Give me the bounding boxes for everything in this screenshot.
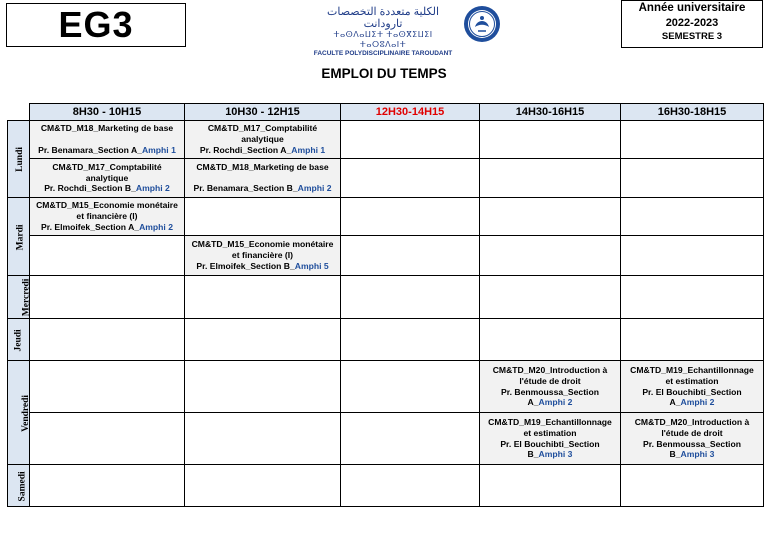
empty-cell bbox=[480, 121, 621, 159]
session-cell: CM&TD_M20_Introduction à l'étude de droit Pr. Benmoussa_Section B_Amphi 3 bbox=[621, 413, 764, 465]
semester: SEMESTRE 3 bbox=[661, 31, 723, 42]
session-cell: CM&TD_M15_Economie monétaire et financière (I) Pr. Elmoifek_Section B_Amphi 5 bbox=[185, 236, 341, 276]
empty-cell bbox=[480, 236, 621, 276]
day-label-mardi: Mardi bbox=[8, 198, 30, 276]
amphi-label: Amphi 3 bbox=[538, 449, 573, 460]
empty-cell bbox=[621, 276, 764, 319]
day-label-mercredi: Mercredi bbox=[8, 276, 30, 319]
timetable bbox=[7, 103, 764, 507]
academic-year: 2022-2023 bbox=[665, 17, 719, 29]
table-row bbox=[8, 198, 764, 236]
empty-cell bbox=[480, 159, 621, 198]
faculty-name-french: FACULTE POLYDISCIPLINAIRE TAROUDANT bbox=[313, 50, 453, 57]
empty-cell bbox=[185, 319, 341, 361]
session-cell: CM&TD_M18_Marketing de base Pr. Benamara_Section B_Amphi 2 bbox=[185, 159, 341, 198]
session-cell: CM&TD_M20_Introduction à l'étude de droit Pr. Benmoussa_Section A_Amphi 2 bbox=[480, 361, 621, 413]
corner-cell bbox=[8, 104, 30, 121]
empty-cell bbox=[341, 413, 480, 465]
day-label-samedi: Samedi bbox=[8, 465, 30, 507]
amphi-label: Amphi 1 bbox=[141, 144, 176, 155]
session-cell: CM&TD_M18_Marketing de base Pr. Benamara_Section A_Amphi 1 bbox=[30, 121, 185, 159]
empty-cell bbox=[30, 319, 185, 361]
amphi-label: Amphi 2 bbox=[538, 397, 573, 408]
amphi-label: Amphi 1 bbox=[291, 144, 326, 155]
amphi-label: Amphi 2 bbox=[297, 183, 332, 194]
empty-cell bbox=[341, 159, 480, 198]
empty-cell bbox=[621, 236, 764, 276]
day-label-vendredi: Vendredi bbox=[8, 361, 30, 465]
empty-cell bbox=[621, 198, 764, 236]
class-code: EG3 bbox=[58, 4, 134, 45]
amphi-label: Amphi 3 bbox=[680, 449, 715, 460]
table-row bbox=[8, 319, 764, 361]
empty-cell bbox=[30, 361, 185, 413]
session-cell: CM&TD_M17_Comptabilité analytique Pr. Rochdi_Section B_Amphi 2 bbox=[30, 159, 185, 198]
empty-cell bbox=[185, 276, 341, 319]
empty-cell bbox=[185, 413, 341, 465]
empty-cell bbox=[621, 121, 764, 159]
amphi-label: Amphi 2 bbox=[135, 183, 170, 194]
session-cell: CM&TD_M15_Economie monétaire et financière (I) Pr. Elmoifek_Section A_Amphi 2 bbox=[30, 198, 185, 236]
empty-cell bbox=[341, 236, 480, 276]
faculty-name-block bbox=[310, 6, 456, 58]
empty-cell bbox=[30, 276, 185, 319]
session-cell: CM&TD_M19_Echantillonnage et estimation Pr. El Bouchibti_Section B_Amphi 3 bbox=[480, 413, 621, 465]
empty-cell bbox=[621, 465, 764, 507]
day-label-lundi: Lundi bbox=[8, 121, 30, 198]
empty-cell bbox=[341, 276, 480, 319]
time-slot-4: 14H30-16H15 bbox=[480, 104, 621, 121]
time-slot-header-row bbox=[8, 104, 764, 121]
empty-cell bbox=[185, 361, 341, 413]
amphi-label: Amphi 5 bbox=[294, 260, 329, 271]
time-slot-3-lunch: 12H30-14H15 bbox=[341, 104, 480, 121]
academic-year-label: Année universitaire bbox=[638, 2, 746, 14]
empty-cell bbox=[185, 198, 341, 236]
time-slot-5: 16H30-18H15 bbox=[621, 104, 764, 121]
amphi-label: Amphi 2 bbox=[680, 397, 715, 408]
empty-cell bbox=[30, 465, 185, 507]
faculty-name-tifinagh: ⵜⴰⵙⴷⴰⵡⵉⵜ ⵜⴰⵙⴳⵉⵡⵉⵏ ⵜⴰⵔⵓⴷⴰⵏⵜ bbox=[333, 30, 433, 49]
session-cell: CM&TD_M19_Echantillonnage et estimation Pr. El Bouchibti_Section A_Amphi 2 bbox=[621, 361, 764, 413]
empty-cell bbox=[480, 465, 621, 507]
page-title: EMPLOI DU TEMPS bbox=[321, 66, 447, 81]
table-row bbox=[8, 236, 764, 276]
table-row bbox=[8, 276, 764, 319]
table-row bbox=[8, 361, 764, 413]
empty-cell bbox=[341, 465, 480, 507]
empty-cell bbox=[30, 413, 185, 465]
table-row bbox=[8, 465, 764, 507]
faculty-name-arabic: الكلية متعددة التخصصات تارودانت bbox=[326, 6, 440, 30]
empty-cell bbox=[341, 198, 480, 236]
empty-cell bbox=[480, 276, 621, 319]
empty-cell bbox=[621, 159, 764, 198]
time-slot-2: 10H30 - 12H15 bbox=[185, 104, 341, 121]
table-row bbox=[8, 159, 764, 198]
table-row bbox=[8, 121, 764, 159]
class-code-box bbox=[6, 3, 186, 47]
empty-cell bbox=[621, 319, 764, 361]
empty-cell bbox=[185, 465, 341, 507]
time-slot-1: 8H30 - 10H15 bbox=[30, 104, 185, 121]
academic-year-box bbox=[621, 0, 763, 48]
empty-cell bbox=[480, 198, 621, 236]
faculty-logo bbox=[300, 4, 515, 57]
day-label-jeudi: Jeudi bbox=[8, 319, 30, 361]
empty-cell bbox=[480, 319, 621, 361]
empty-cell bbox=[341, 319, 480, 361]
empty-cell bbox=[30, 236, 185, 276]
empty-cell bbox=[341, 361, 480, 413]
empty-cell bbox=[341, 121, 480, 159]
university-seal-icon bbox=[463, 5, 501, 43]
table-row bbox=[8, 413, 764, 465]
amphi-label: Amphi 2 bbox=[139, 221, 173, 232]
session-cell: CM&TD_M17_Comptabilité analytique Pr. Rochdi_Section A_Amphi 1 bbox=[185, 121, 341, 159]
